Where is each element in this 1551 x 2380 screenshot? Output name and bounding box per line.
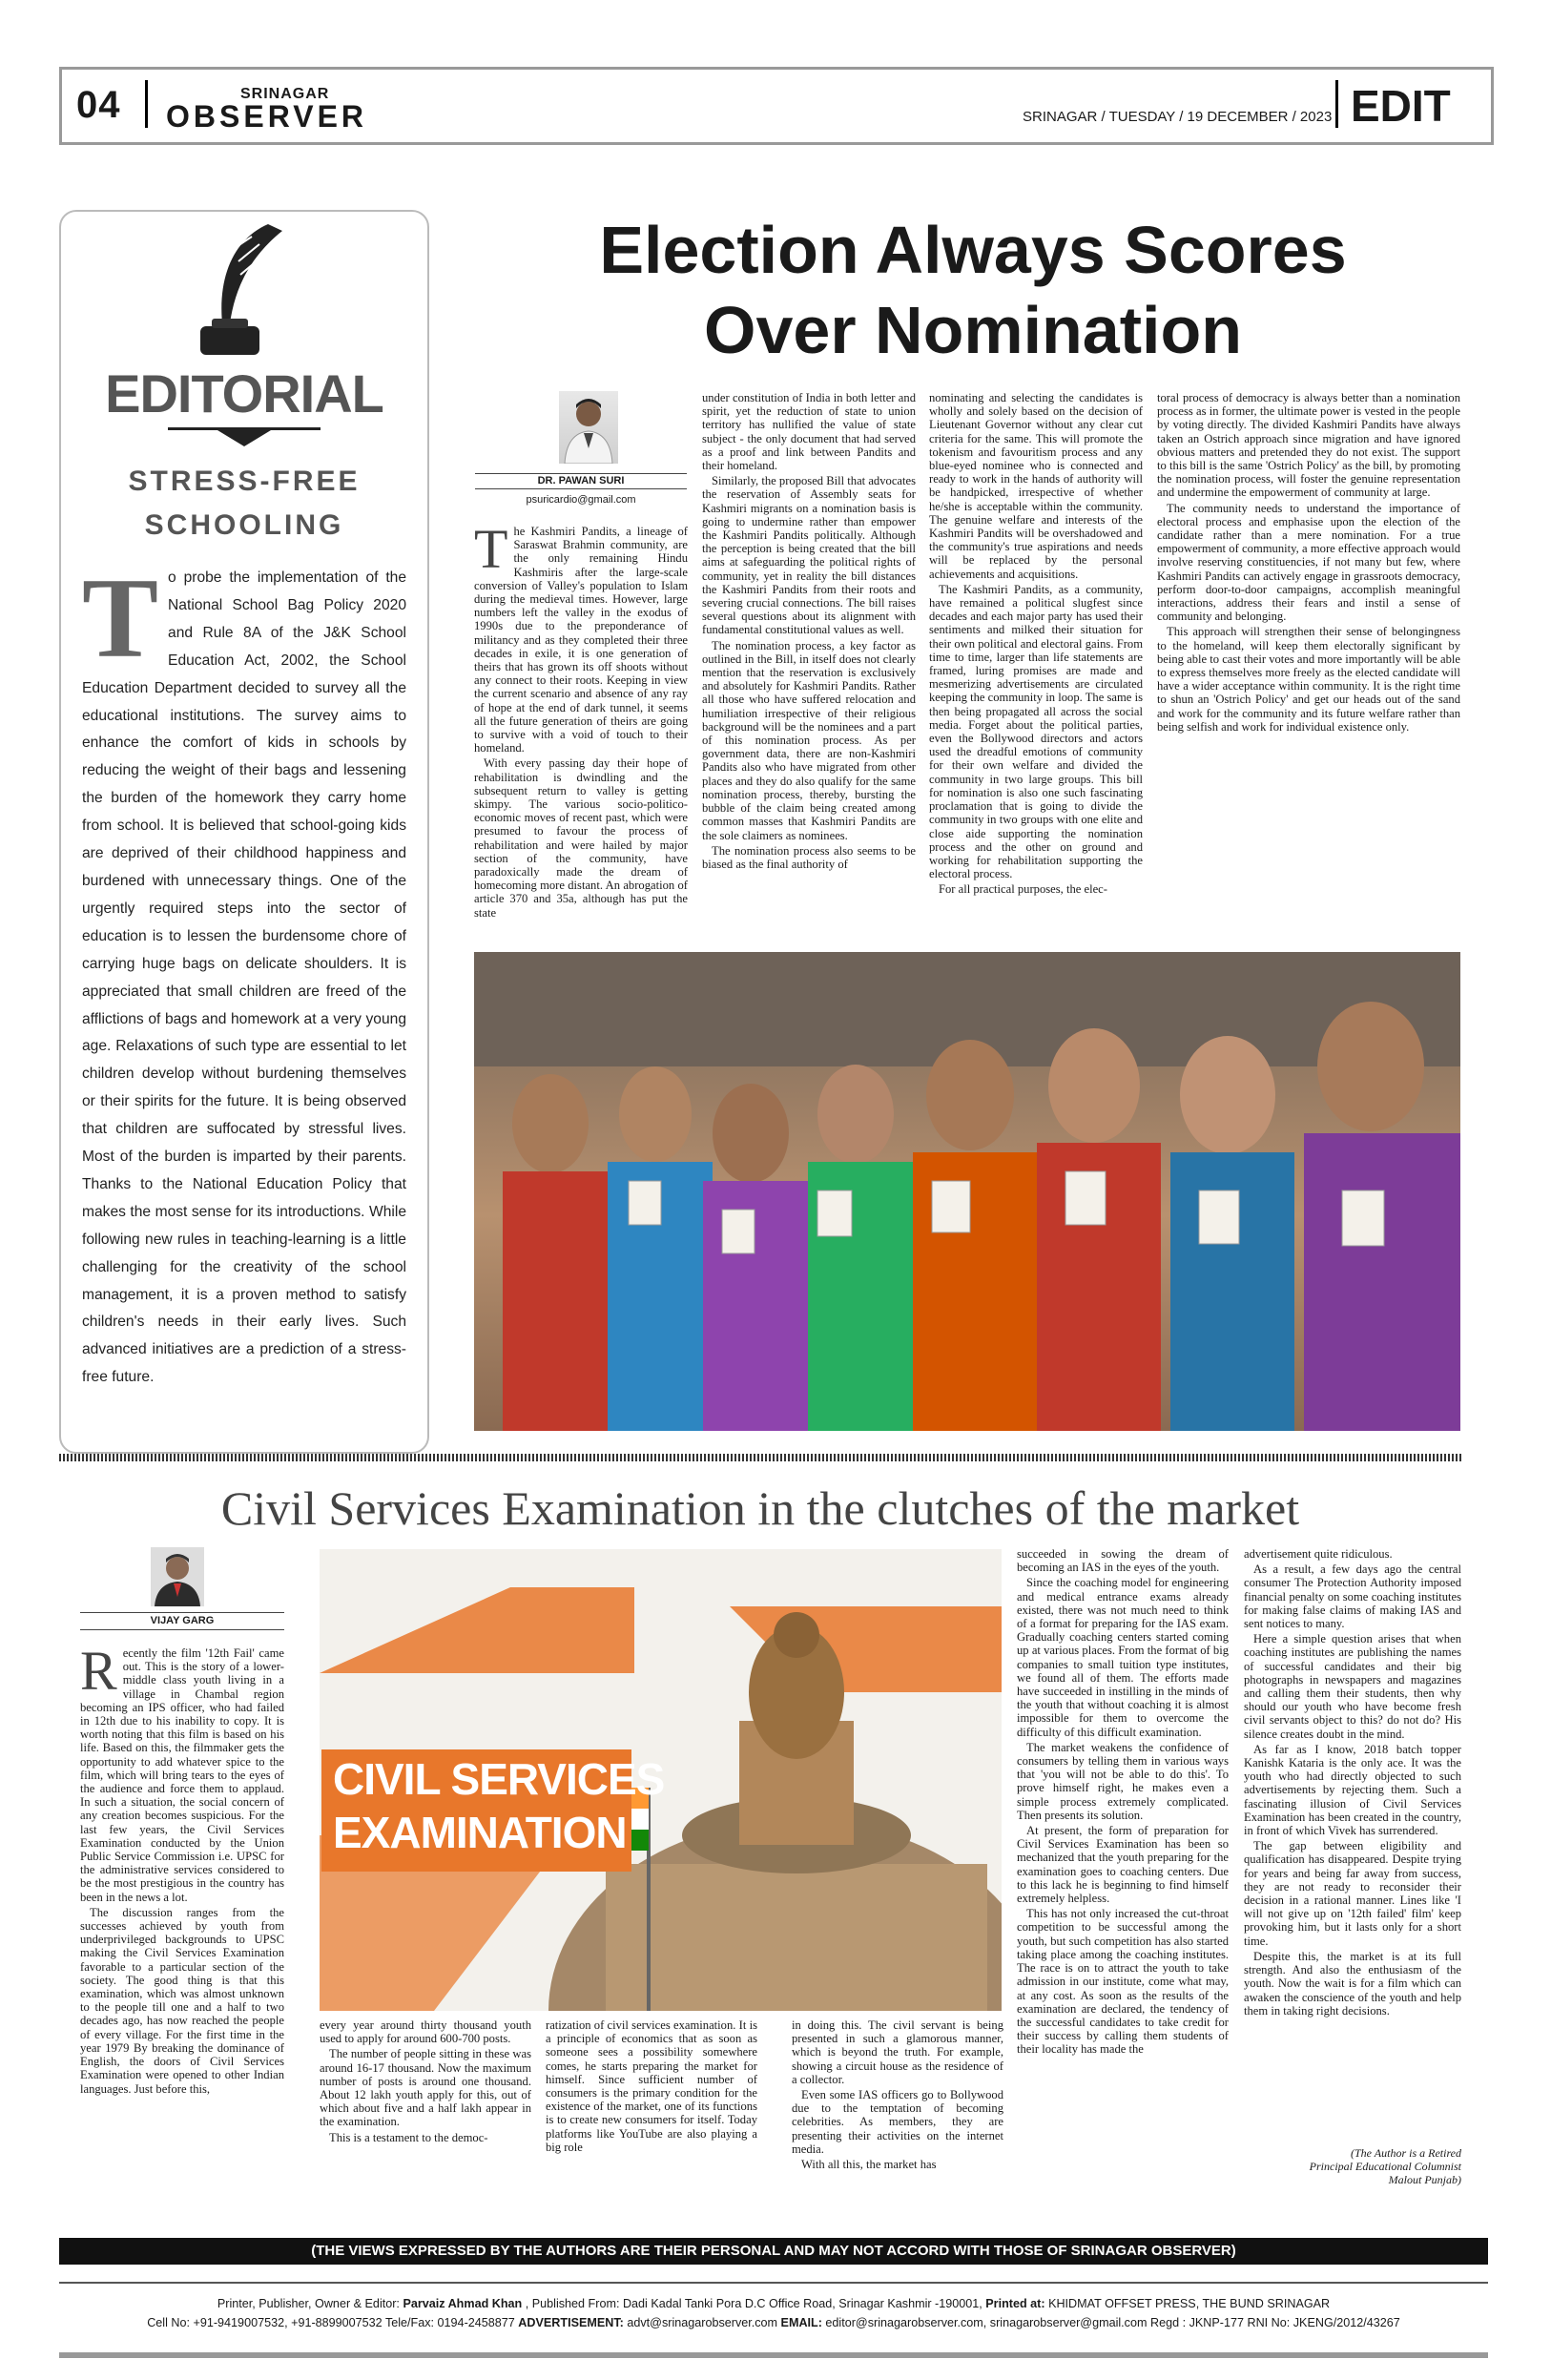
imprint-registration: Regd : JKNP-177 RNI No: JKENG/2012/43267 <box>1149 2316 1400 2329</box>
article2-column-3 <box>546 2018 757 2219</box>
article1-column-4 <box>1157 391 1460 937</box>
imprint-email-label: EMAIL: <box>780 2316 822 2329</box>
author-avatar-icon <box>151 1547 204 1606</box>
paragraph: This approach will strengthen their sense of belongingness to the homeland, will keep them electorally significant by being able to cast their votes and more importantly will be able to express themselves more freely as the elected candidate will have a wider acceptance within community. It is the right time to shun an 'Ostrich Policy' and get our heads out of the sand and work for the community and its future welfare rather than being selfish and work for individual existence only. <box>1157 625 1460 734</box>
paragraph: This has not only increased the cut-throat competition to be successful among the youth, but such competition has also started taking place among the coaching institutes. The race is on to attract the youth to take admission in our institute, come what may, at any cost. As soon as the results of the examination are declared, the tendency of the successful candidates to take credit for their success by calling them students of their locality has made the <box>1017 1907 1229 2057</box>
masthead-divider-left <box>145 80 148 128</box>
author-avatar-icon <box>559 391 618 464</box>
paragraph: The Kashmiri Pandits, as a community, have remained a political slugfest since decades and each major party has used their sentiments and milked their situation for their own political and electoral gains. From time to time, larger than life statements are framed, luring promises are made and mesmerizing advertisements are circulated keeping the community in loop. The same is then being propagated all across the social media. Forget about the political parties, even the Bollywood directors and actors used the dreadful emotions of community for their own welfare and divided the community in two large groups. This bill for nomination is also one such fascinating proclamation that is going to divide the community in two groups with one elite and close aide supporting the nomination process and the other on ground and working for rehabilitation supporting the electoral process. <box>929 582 1143 881</box>
paragraph: in doing this. The civil servant is being presented in such a glamorous manner, which is beyond the truth. For example, showing a circuit house as the residence of a collector. <box>792 2018 1003 2086</box>
article2-column-6 <box>1244 1547 1461 2139</box>
paragraph: The community needs to understand the importance of electoral process and emphasise upon the election of the candidate rather than a mere nomination. For a true empowerment of community, a more effective approach would involve reserving constituencies, if not many but few, where Kashmiri Pandits can actively engage in grassroots democracy, perform door-to-door campaigns, accomplish meaningful interactions, address their fears and instil a sense of community and belonging. <box>1157 501 1460 624</box>
article1-column-3 <box>929 391 1143 937</box>
article2-dropcap: R <box>80 1646 117 1702</box>
paragraph: The market weakens the confidence of consumers by telling them in various ways that 'you will not be able to do this'. To prove himself right, he makes even a simple process extremely complicated. Then presents its solution. <box>1017 1740 1229 1822</box>
author-name: DR. PAWAN SURI <box>537 475 625 486</box>
imprint-printed-label: Printed at: <box>985 2297 1045 2310</box>
author-photo-pawan-suri <box>559 391 618 464</box>
imprint-line2 <box>59 2316 1488 2329</box>
imprint-printed-at: KHIDMAT OFFSET PRESS, THE BUND SRINAGAR <box>1048 2297 1331 2310</box>
section-label: EDIT <box>1351 81 1451 131</box>
masthead <box>59 67 1490 143</box>
author-bio <box>1244 2146 1461 2186</box>
imprint-adv-email: advt@srinagarobserver.com <box>627 2316 778 2329</box>
page-number: 04 <box>76 84 121 126</box>
dateline: SRINAGAR / TUESDAY / 19 DECEMBER / 2023 <box>1023 109 1333 125</box>
civil-services-image <box>320 1549 1002 2011</box>
paragraph: The nomination process also seems to be biased as the final authority of <box>702 843 916 871</box>
paragraph: The number of people sitting in these was around 16-17 thousand. Now the maximum number of posts is around one thousand. About 12 lakh youth apply for this, out of which about five and a half lakh appear in the examination. <box>320 2047 531 2129</box>
paragraph: At present, the form of preparation for Civil Services Examination has been so mechanized that the youth preparing for the examination goes to coaching centers. Due to this lack he is beginning to find himself extremely helpless. <box>1017 1824 1229 1906</box>
author-email: psuricardio@gmail.com <box>526 494 636 506</box>
paragraph: ratization of civil services examination. It is a principle of economics that as soon as someone sees a possibility somewhere comes, he starts preparing the market for himself. Since sufficient number of consumers is the primary condition for the existence of the market, one of its functions is to create new consumers for itself. Today platforms like YouTube are also playing a big role <box>546 2018 757 2154</box>
editorial-label: EDITORIAL <box>105 363 383 424</box>
paragraph: Here a simple question arises that when coaching institutes are publishing the names of successful candidates and their big photographs in newspapers and magazines and calling them their students, then why should our youth who have become fresh civil servants object to this? do not do? His silence creates doubt in the mind. <box>1244 1632 1461 1741</box>
editorial-arrow <box>168 427 321 448</box>
article2-headline: Civil Services Examination in the clutches of the market <box>220 1481 1300 1535</box>
masthead-divider-right <box>1335 80 1338 128</box>
paper-name-top: SRINAGAR <box>240 86 330 102</box>
paragraph: Despite this, the market is at its full strength. And also the enthusiasm of the youth. Now the wait is for a film which can awaken the conscience of the youth and help them in taking right decisions. <box>1244 1949 1461 2018</box>
imprint-adv-label: ADVERTISEMENT: <box>518 2316 624 2329</box>
section-divider <box>59 1454 1461 1461</box>
article1-dropcap: T <box>474 525 508 580</box>
imprint-published-from: , Published From: Dadi Kadal Tanki Pora D.C Office Road, Srinagar Kashmir -190001, <box>525 2297 982 2310</box>
editorial-box <box>59 210 429 1454</box>
paragraph: toral process of democracy is always better than a nomination process as in former, the ultimate power is vested in the people by voting directly. The divided Kashmiri Pandits have always taken an Ostrich approach since migration and have ignored obvious matters and pretended they do not exist. The support to this bill is the same 'Ostrich Policy' as the bill, by promoting the nomination process, will foster the genuine representation and undermine the empowerment of community at large. <box>1157 391 1460 500</box>
author-photo-vijay-garg <box>151 1547 204 1606</box>
author2-name: VIJAY GARG <box>150 1615 215 1626</box>
article2-column-5 <box>1017 1547 1229 2219</box>
imprint-emails: editor@srinagarobserver.com, srinagarobserver@gmail.com <box>825 2316 1148 2329</box>
footer-rule <box>59 2352 1488 2358</box>
imprint-editor-name: Parvaiz Ahmad Khan <box>403 2297 523 2310</box>
paragraph: As far as I know, 2018 batch topper Kanishk Kataria is the only ace. It was the youth who had directly objected to such advertisements by rejecting them. Such a fascinating illusion of Civil Services Examination has been created in the country, in front of which Vivek has surrendered. <box>1244 1742 1461 1838</box>
author-bio-line1: (The Author is a Retired <box>1351 2146 1461 2160</box>
paragraph: Even some IAS officers go to Bollywood due to the temptation of becoming celebrities. As members, they are presenting their activities on the internet media. <box>792 2088 1003 2156</box>
author-bio-line2: Principal Educational Columnist <box>1309 2160 1461 2173</box>
paragraph: The gap between eligibility and qualification has disappeared. Despite trying for years and being far away from success, they are not ready to reconsider their decision in a rational manner. Lines like 'I will not give up on '12th failed' film' keep provoking him, but it lasts only for a short time. <box>1244 1839 1461 1948</box>
paragraph: This is a testament to the democ- <box>329 2130 488 2144</box>
paragraph: ecently the film '12th Fail' came out. This is the story of a lower-middle class youth living in a village in Chambal region becoming an IPS officer, who had failed in 12th due to his inability to copy. It is worth noting that this film is based on his life. Based on this, the filmmaker gets the opportunity to add whatever spice to the film, which will bring tears to the eyes of the audience and force them to applaud. In such a situation, the social concern of any creation becomes suspicious. For the last few years, the Civil Services Examination conducted by the Union Public Service Commission i.e. UPSC for the administrative services considered to be the most prestigious in the country has been in the news a lot. <box>80 1646 284 1904</box>
paragraph: under constitution of India in both letter and spirit, yet the reduction of state to union territory has nullified the value of state subject - the only document that had served as a proof and link between Pandits and their homeland. <box>702 391 916 473</box>
article1-headline-line2: Over Nomination <box>704 293 1242 367</box>
quill-ink-icon <box>177 219 292 362</box>
voters-illustration <box>474 952 1460 1431</box>
paragraph: nominating and selecting the candidates is wholly and solely based on the decision of Lieutenant Governor without any clear cut criteria for the same. This will promote the tokenism and favouritism process and any blue-eyed nominee who is connected and ready to work in the hands of authority will be handpicked, irrespective of whether he/she is acceptable within the community. The genuine welfare and interests of the Kashmiri Pandits will be overshadowed and the community's true aspirations and needs will be replaced by the personal achievements and acquisitions. <box>929 391 1143 581</box>
voters-photo <box>474 952 1460 1431</box>
editorial-title-line2: SCHOOLING <box>144 509 344 541</box>
author-rule-bottom <box>475 488 687 489</box>
paragraph: Similarly, the proposed Bill that advocates the reservation of Assembly seats for Kashmiri migrants on a nomination basis is going to undermine rather than empower the Kashmiri Pandits politically. Although the perception is being created that the bill aims at safeguarding the political rights of community, yet in reality the bill distances the Kashmiri Pandits from their roots and severing crucial connections. The bill raises several questions about its alignment with fundamental constitutional values as well. <box>702 474 916 637</box>
article1-headline-line1: Election Always Scores <box>599 213 1347 287</box>
paragraph: every year around thirty thousand youth used to apply for around 600-700 posts. <box>320 2018 531 2046</box>
imprint-line1 <box>59 2297 1488 2310</box>
paragraph: he Kashmiri Pandits, a lineage of Saraswat Brahmin community, are the only remaining Hindu Kashmiris after the large-scale conversion of Valley's population to Islam during the medieval times. However, large numbers left the valley in the exodus of 1990s due to the preponderance of militancy and as they completed their three decades in exile, it is one generation of theirs that has grown its off shoots without any connect to their roots. Keeping in view the current scenario and absence of any ray of hope at the end of dark tunnel, it seems all the future generation of theirs are going to survive with a void of touch to their homeland. <box>474 525 688 755</box>
paragraph: succeeded in sowing the dream of becoming an IAS in the eyes of the youth. <box>1017 1547 1229 1575</box>
author-rule-top <box>475 473 687 474</box>
paragraph: For all practical purposes, the elec- <box>939 882 1107 897</box>
paragraph: As a result, a few days ago the central consumer The Protection Authority imposed financial penalty on some coaching institutes for making false claims of making IAS and sent notices to many. <box>1244 1563 1461 1631</box>
author-bio-line3: Malout Punjab) <box>1388 2173 1461 2186</box>
imprint-editor-label: Printer, Publisher, Owner & Editor: <box>217 2297 400 2310</box>
paragraph: advertisement quite ridiculous. <box>1244 1547 1393 1561</box>
editorial-title-line1: STRESS-FREE <box>128 466 361 497</box>
paragraph: Since the coaching model for engineering and medical entrance exams already existed, there was not much need to think of a format for preparing for the IAS exam. Gradually coaching centers started coming up at various places. From the format of big companies to small tuition type institutes, we found all of them. The efforts made have succeeded in instilling in the minds of the youth that without coaching it is almost impossible for them to overcome the difficulty of this difficult examination. <box>1017 1576 1229 1739</box>
article1-column-2 <box>702 391 916 937</box>
disclaimer-text: (THE VIEWS EXPRESSED BY THE AUTHORS ARE THEIR PERSONAL AND MAY NOT ACCORD WITH THOSE OF SRINAGAR OBSERVER) <box>311 2243 1236 2259</box>
article2-column-2 <box>320 2018 531 2219</box>
editorial-text: o probe the implementation of the National School Bag Policy 2020 and Rule 8A of the J&K School Education Act, 2002, the School Education Department decided to survey all the educational institutions. The survey aims to enhance the comfort of kids in schools by reducing the weight of their bags and lessening the burden of the homework they carry home from school. It is believed that school-going kids are deprived of their childhood happiness and burdened with unnecessary things. One of the urgently required steps into the sector of education is to lessen the burdensome chore of carrying huge bags on delicate shoulders. It is appreciated that small children are freed of the afflictions of bags and homework at a very young age. Relaxations of such type are essential to let children develop without burdening themselves or their spirits for the future. It is being observed that children are suffocated by stressful lives. Most of the burden is imparted by their parents. Thanks to the National Education Policy that makes the most sense for its introductions. While following new rules in teaching-learning is a little challenging for the creativity of the school management, it is a proven method to satisfy children's needs in their early lives. Such advanced initiatives are a prediction of a stress-free future. <box>82 569 406 1386</box>
image-caption-line1: CIVIL SERVICES <box>333 1754 665 1804</box>
disclaimer-bar <box>59 2238 1488 2265</box>
author2-rule-top <box>80 1612 284 1613</box>
article2-column-1 <box>80 1646 284 2219</box>
paragraph: With all this, the market has <box>801 2158 937 2172</box>
paragraph: The nomination process, a key factor as outlined in the Bill, in itself does not clearly mention that the reservation is exclusively and absolutely for Kashmiri Pandits. Rather all those who have suffered relocation and humiliation irrespective of their religious background will be the nominees and a part of this nomination process. As per government data, there are non-Kashmiri Pandits also who have migrated from other places and they do also qualify for the same nomination process, thereby, bursting the bubble of the claim being created among common masses that Kashmiri Pandits are the sole claimers as nominees. <box>702 638 916 842</box>
editorial-dropcap: T <box>82 554 159 681</box>
article1-column-1 <box>474 525 688 937</box>
image-caption-line2: EXAMINATION <box>333 1808 627 1857</box>
article2-column-4 <box>792 2018 1003 2219</box>
imprint-rule-top <box>59 2282 1488 2284</box>
imprint-cell: Cell No: +91-9419007532, +91-8899007532 Tele/Fax: 0194-2458877 <box>147 2316 515 2329</box>
editorial-body <box>82 554 406 1392</box>
paragraph: The discussion ranges from the successes achieved by youth from underprivileged backgrounds to UPSC making the Civil Services Examination favorable to a particular section of the society. The good thing is that this examination, which was almost unknown to the people till one and a half to two decades ago, has now reached the people of every village. For the first time in the year 1979 By breaking the dominance of English, the doors of Civil Services Examination were opened to other Indian languages. Just before this, <box>80 1905 284 2096</box>
paragraph: With every passing day their hope of rehabilitation is dwindling and the subsequent return to valley is getting skimpy. The various socio-politico-economic moves of recent past, which were presumed to favour the process of rehabilitation and were hailed by major section of the community, have paradoxically made the dream of homecoming more distant. An abrogation of article 370 and 35a, although has put the state <box>474 756 688 920</box>
author2-rule-bottom <box>80 1629 284 1630</box>
paper-name: OBSERVER <box>166 99 368 134</box>
